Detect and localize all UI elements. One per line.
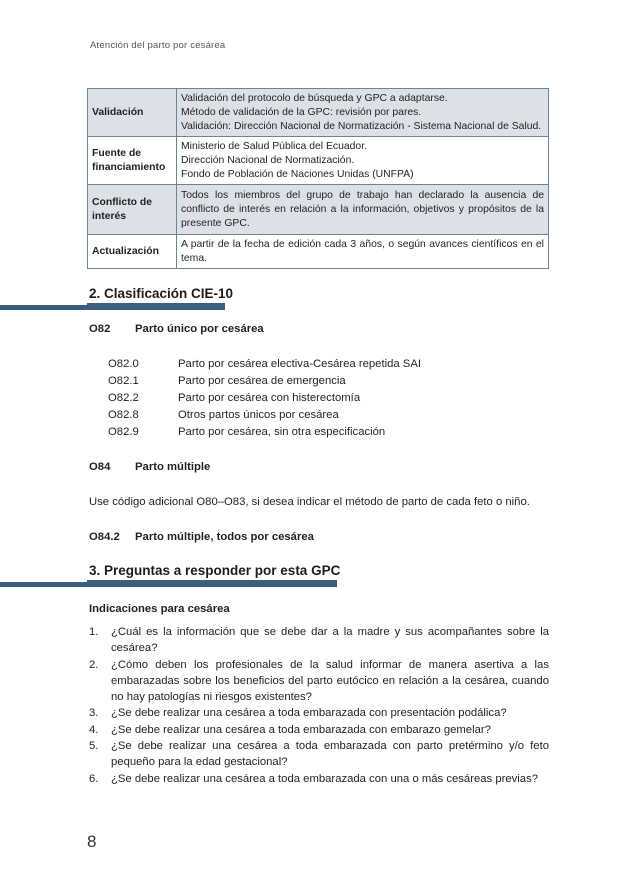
- page-number: 8: [87, 832, 97, 851]
- value-line: Método de validación de la GPC: revisión por pares.: [181, 106, 422, 118]
- code-o84-label: Parto múltiple: [135, 461, 211, 473]
- row-value: [177, 185, 549, 235]
- section-bar: [0, 582, 337, 587]
- question-number: 6.: [89, 772, 99, 785]
- table-row: [88, 235, 549, 269]
- code-desc: Parto por cesárea con histerectomía: [178, 392, 361, 404]
- question-number: 5.: [89, 740, 99, 753]
- row-label: Conflicto de interés: [88, 185, 177, 235]
- row-value: [177, 89, 549, 137]
- row-label: Fuente de financiamiento: [88, 137, 177, 185]
- row-value: [177, 235, 549, 269]
- list-item: [89, 657, 549, 706]
- code-desc: Parto por cesárea, sin otra especificación: [178, 426, 386, 438]
- value-line: Validación del protocolo de búsqueda y GPC a adaptarse.: [181, 92, 448, 104]
- code: O82.0: [108, 358, 139, 370]
- code-note: Use código adicional O80–O83, si desea indicar el método de parto de cada feto o niño.: [89, 496, 530, 508]
- value-line: A partir de la fecha de edición cada 3 años, o según avances científicos en el tema.: [181, 238, 544, 264]
- questions-list: [89, 624, 549, 787]
- code: O82.8: [108, 409, 139, 421]
- list-item: [89, 705, 549, 721]
- table-row: [88, 137, 549, 185]
- table-row: [88, 89, 549, 137]
- code-o82-label: Parto único por cesárea: [135, 323, 264, 335]
- code-o84: O84: [89, 461, 111, 473]
- list-item: [89, 624, 549, 657]
- code-o842-label: Parto múltiple, todos por cesárea: [135, 531, 314, 543]
- question-text: ¿Se debe realizar una cesárea a toda embarazada con presentación podálica?: [111, 707, 507, 720]
- value-line: Todos los miembros del grupo de trabajo han declarado la ausencia de conflicto de interés en relación a la información, objetivos y propósitos de la presente GPC.: [181, 189, 544, 229]
- question-number: 1.: [89, 626, 99, 638]
- code-desc: Parto por cesárea de emergencia: [178, 375, 346, 387]
- value-line: Dirección Nacional de Normatización.: [181, 154, 355, 166]
- row-value: [177, 137, 549, 185]
- question-text: ¿Se debe realizar una cesárea a toda embarazada con embarazo gemelar?: [111, 723, 491, 736]
- section-3-title: 3. Preguntas a responder por esta GPC: [89, 563, 341, 578]
- question-number: 2.: [89, 658, 99, 671]
- question-text: ¿Cuál es la información que se debe dar a la madre y sus acompañantes sobre la cesárea?: [111, 626, 549, 655]
- table-row: [88, 185, 549, 235]
- value-line: Ministerio de Salud Pública del Ecuador.: [181, 140, 367, 152]
- question-number: 4.: [89, 723, 99, 736]
- section-2-title: 2. Clasificación CIE-10: [89, 286, 234, 301]
- section-bar: [0, 305, 225, 310]
- list-item: [89, 771, 549, 787]
- question-text: ¿Cómo deben los profesionales de la salud informar de manera asertiva a las embarazadas sobre los beneficios del parto eutócico en relación a la cesárea, cuando no hay patologías ni riesgos existentes?: [111, 658, 549, 704]
- running-header: Atención del parto por cesárea: [90, 40, 226, 51]
- code: O82.1: [108, 375, 139, 387]
- code-desc: Parto por cesárea electiva-Cesárea repetida SAI: [178, 358, 422, 370]
- code: O82.2: [108, 392, 139, 404]
- list-item: [108, 375, 346, 387]
- code-desc: Otros partos únicos por cesárea: [178, 409, 339, 421]
- subsection-title: Indicaciones para cesárea: [89, 603, 230, 615]
- code: O82.9: [108, 426, 139, 438]
- guideline-metadata-table: [87, 88, 549, 269]
- value-line: Validación: Dirección Nacional de Normatización - Sistema Nacional de Salud.: [181, 120, 542, 132]
- question-text: ¿Se debe realizar una cesárea a toda embarazada con una o más cesáreas previas?: [111, 772, 539, 785]
- list-item: [108, 426, 385, 438]
- row-label: Actualización: [88, 235, 177, 269]
- question-number: 3.: [89, 707, 99, 720]
- list-item: [108, 358, 421, 370]
- code-o842: O84.2: [89, 531, 120, 543]
- question-text: ¿Se debe realizar una cesárea a toda embarazada con parto pretérmino y/o feto pequeño para la edad gestacional?: [111, 740, 549, 769]
- list-item: [108, 409, 339, 421]
- row-label: Validación: [88, 89, 177, 137]
- value-line: Fondo de Población de Naciones Unidas (UNFPA): [181, 168, 414, 180]
- list-item: [108, 392, 360, 404]
- code-o82: O82: [89, 323, 111, 335]
- list-item: [89, 722, 549, 738]
- list-item: [89, 738, 549, 771]
